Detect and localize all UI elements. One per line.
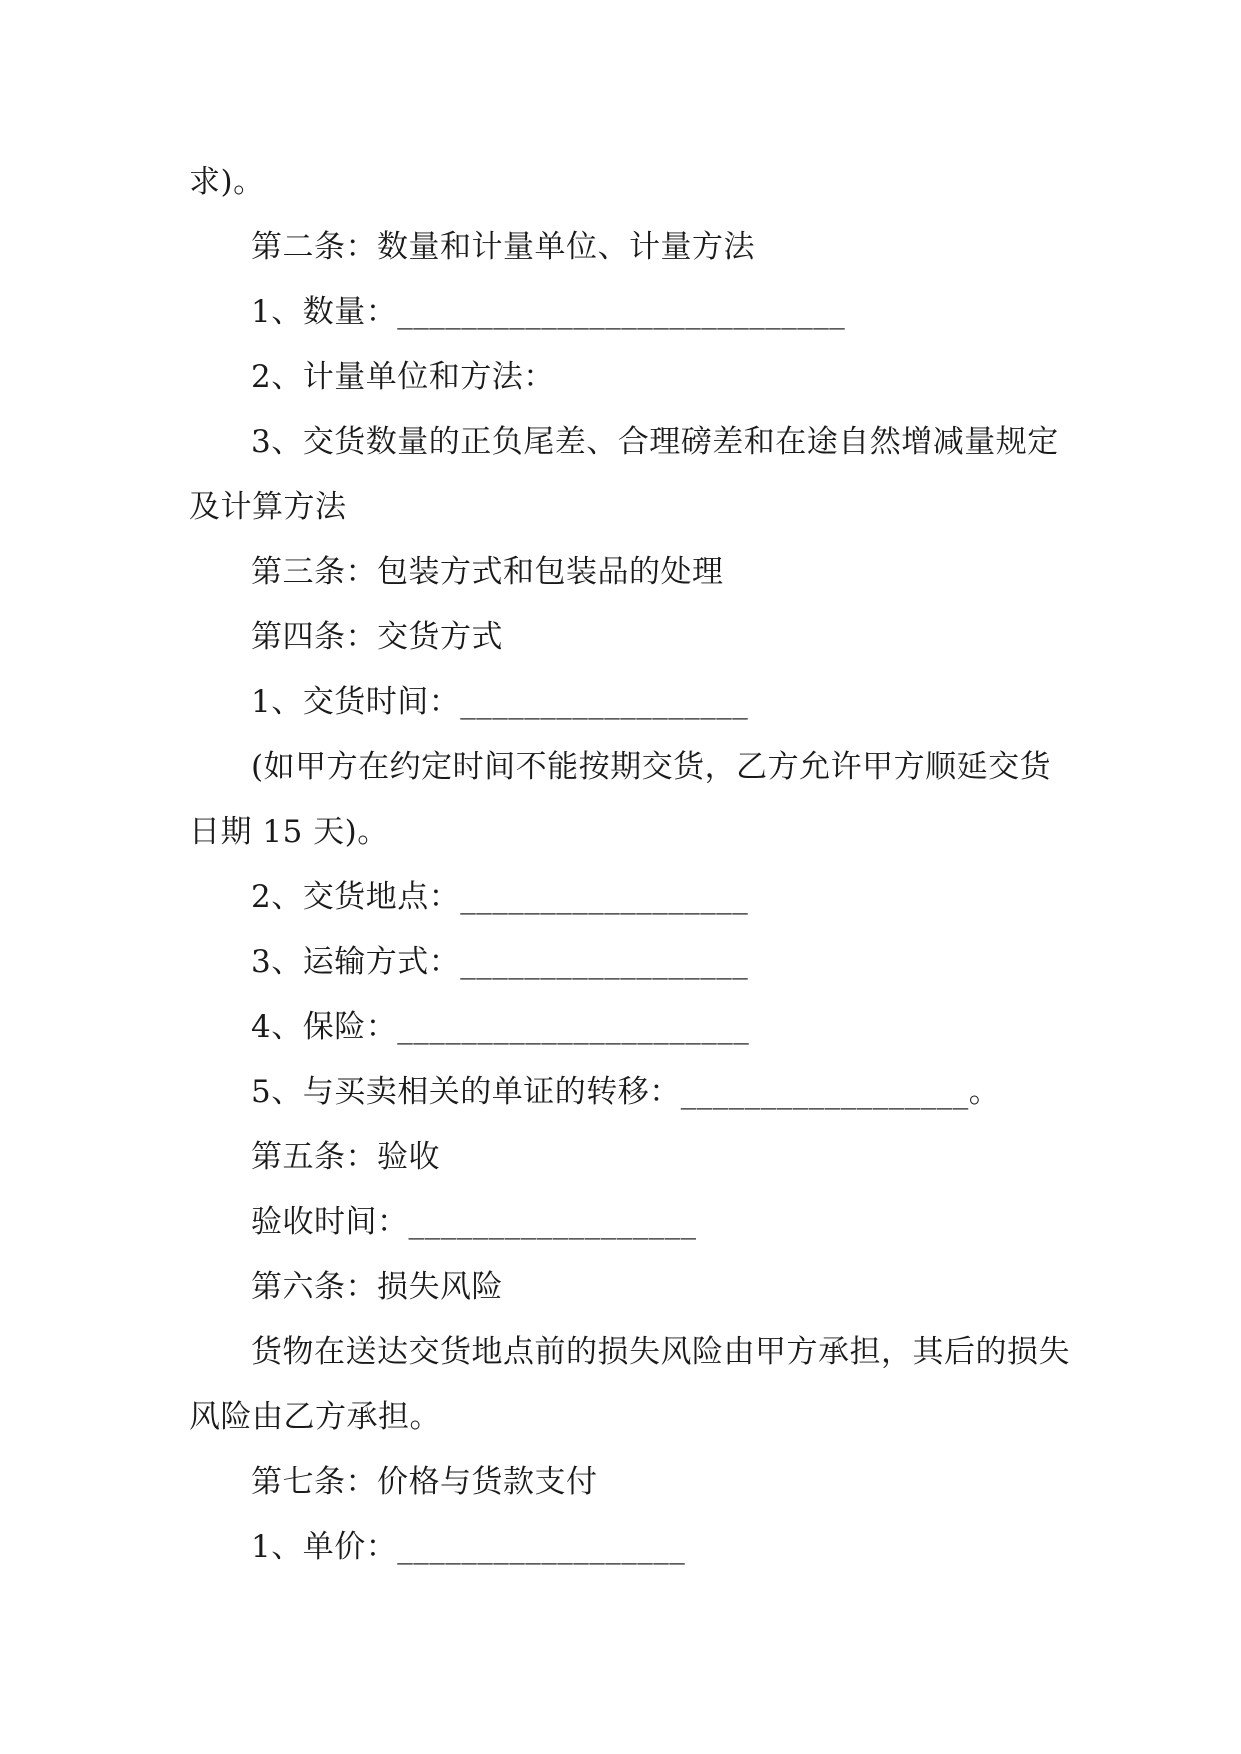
document-body — [189, 150, 1070, 1580]
text-line: 5、与买卖相关的单证的转移：__________________。 — [251, 1074, 1001, 1110]
clause-heading-7: 第七条：价格与货款支付 — [251, 1464, 598, 1500]
text-line: 4、保险：______________________ — [251, 1009, 750, 1045]
clause-heading-4: 第四条：交货方式 — [251, 619, 503, 655]
text-line: 1、单价：__________________ — [251, 1529, 686, 1565]
text-line: 日期 15 天)。 — [189, 814, 389, 850]
text-line: 1、数量：____________________________ — [251, 294, 846, 330]
clause-heading-3: 第三条：包装方式和包装品的处理 — [251, 554, 724, 590]
text-line: 3、交货数量的正负尾差、合理磅差和在途自然增减量规定 — [251, 424, 1059, 460]
text-line: 及计算方法 — [189, 489, 347, 525]
text-line: 2、计量单位和方法： — [251, 359, 555, 395]
clause-heading-2: 第二条：数量和计量单位、计量方法 — [251, 229, 755, 265]
text-line: 验收时间：__________________ — [251, 1204, 697, 1240]
text-line: 求)。 — [189, 164, 265, 200]
clause-heading-6: 第六条：损失风险 — [251, 1269, 503, 1305]
text-line: 2、交货地点：__________________ — [251, 879, 749, 915]
text-line: 货物在送达交货地点前的损失风险由甲方承担，其后的损失 — [251, 1334, 1070, 1370]
text-line: 3、运输方式：__________________ — [251, 944, 749, 980]
text-line: 1、交货时间：__________________ — [251, 684, 749, 720]
text-line: (如甲方在约定时间不能按期交货，乙方允许甲方顺延交货 — [251, 749, 1052, 785]
text-line: 风险由乙方承担。 — [189, 1399, 441, 1435]
clause-heading-5: 第五条：验收 — [251, 1139, 440, 1175]
